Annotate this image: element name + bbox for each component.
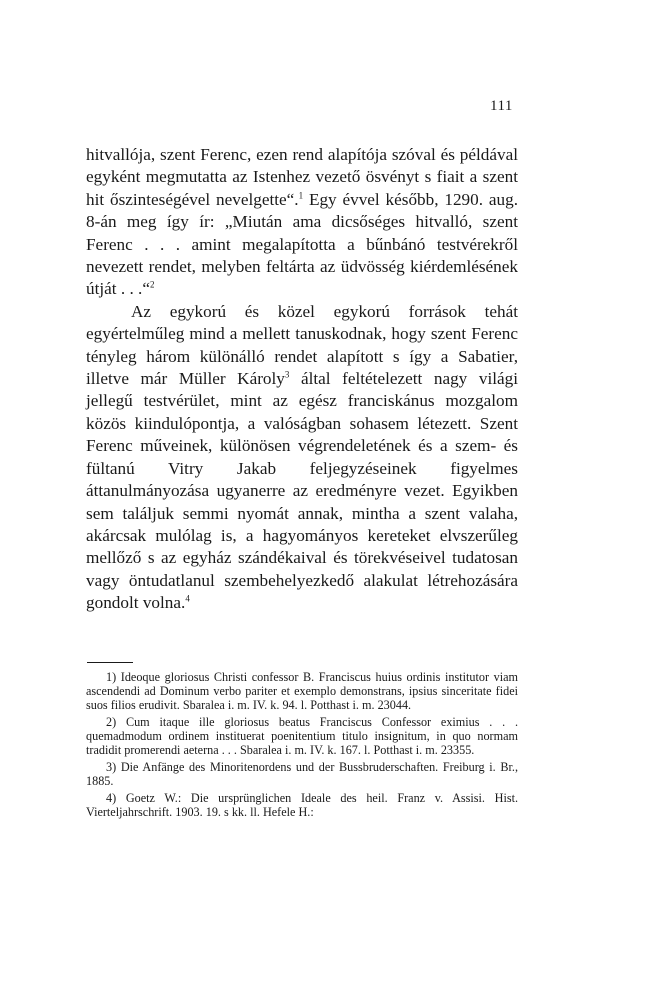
- footnote-4-mark: 4): [106, 791, 117, 805]
- footnote-4-text: Goetz W.: Die ursprünglichen Ideale des heil. Franz v. Assisi. Hist. Vierteljahrschrift. 1903. 19. s kk. ll. Hefele H.:: [86, 791, 519, 819]
- footnote-2-text: Cum itaque ille gloriosus beatus Franciscus Confessor eximius . . . quemadmodum ordinem instituerat poenitentium titulo insignitum, in quo normam tradidit promerendi aeterna . . . Sbaralea i. m. IV. k. 167. l. Potthast i. m. 23355.: [86, 715, 519, 757]
- footnote-3-mark: 3): [106, 760, 117, 774]
- page-number: 111: [490, 98, 513, 114]
- footnote-ref-1: 1: [298, 190, 304, 201]
- paragraph-1-text-b: Egy évvel később, 1290. aug. 8-án meg így ír: „Miután ama dicsőséges hitvalló, szent Ferenc . . . amint megalapította a bűnbánó testvérekről nevezett rendet, melyben feltárta az üdvösség kiérdemlésének útját . . .“: [86, 189, 518, 299]
- main-text: [86, 144, 518, 615]
- footnote-3-text: Die Anfänge des Minoritenordens und der Bussbruderschaften. Freiburg i. Br., 1885.: [86, 760, 519, 788]
- footnote-ref-3: 3: [284, 369, 290, 380]
- paragraph-1: [86, 144, 518, 301]
- footnote-2-mark: 2): [106, 715, 117, 729]
- footnotes: [86, 670, 518, 822]
- footnote-3: [86, 760, 518, 788]
- footnote-ref-2: 2: [149, 279, 155, 290]
- footnote-divider: [87, 662, 133, 663]
- footnote-1: [86, 670, 518, 712]
- footnote-1-mark: 1): [106, 670, 117, 684]
- paragraph-1-text-a: hitvallója, szent Ferenc, ezen rend alapítója szóval és példával egyként megmutatta az Istenhez vezető ösvényt s fiait a szent hit őszinteségével nevelgette“.: [86, 145, 518, 209]
- paragraph-2-text-a: Az egykorú és közel egykorú források tehát egyértelműleg mind a mellett tanuskodnak, hogy szent Ferenc tényleg három különálló rendet alapított s így a Sabatier, illetve már Müller Károly: [86, 301, 518, 389]
- footnote-4: [86, 791, 518, 819]
- paragraph-2: [86, 301, 518, 615]
- footnote-2: [86, 715, 518, 757]
- paragraph-2-text-b: által feltételezett nagy világi jellegű testvérület, mint az egész franciskánus mozgalom közös kiindulópontja, a valóságban sohasem létezett. Szent Ferenc műveinek, különösen végrendeletének és a szem- és fültanú Vitry Jakab feljegyzéseinek figyelmes áttanulmányozása ugyanerre az eredményre vezet. Egyikben sem találjuk semmi nyomát annak, mintha a szent valaha, akárcsak mulólag is, a hagyományos kereteket elvszerűleg mellőző s az egyház szándékaival és törekvéseivel tudatosan vagy öntudatlanul szembehelyezkedő alakulat létrehozására gondolt volna.: [86, 369, 518, 613]
- footnote-1-text: Ideoque gloriosus Christi confessor B. Franciscus huius ordinis institutor viam ascendendi ad Dominum verbo pariter et exemplo demonstrans, ipsius sinceritate fidei suos filios erudivit. Sbaralea i. m. IV. k. 94. l. Potthast i. m. 23044.: [86, 670, 518, 712]
- footnote-ref-4: 4: [185, 593, 190, 604]
